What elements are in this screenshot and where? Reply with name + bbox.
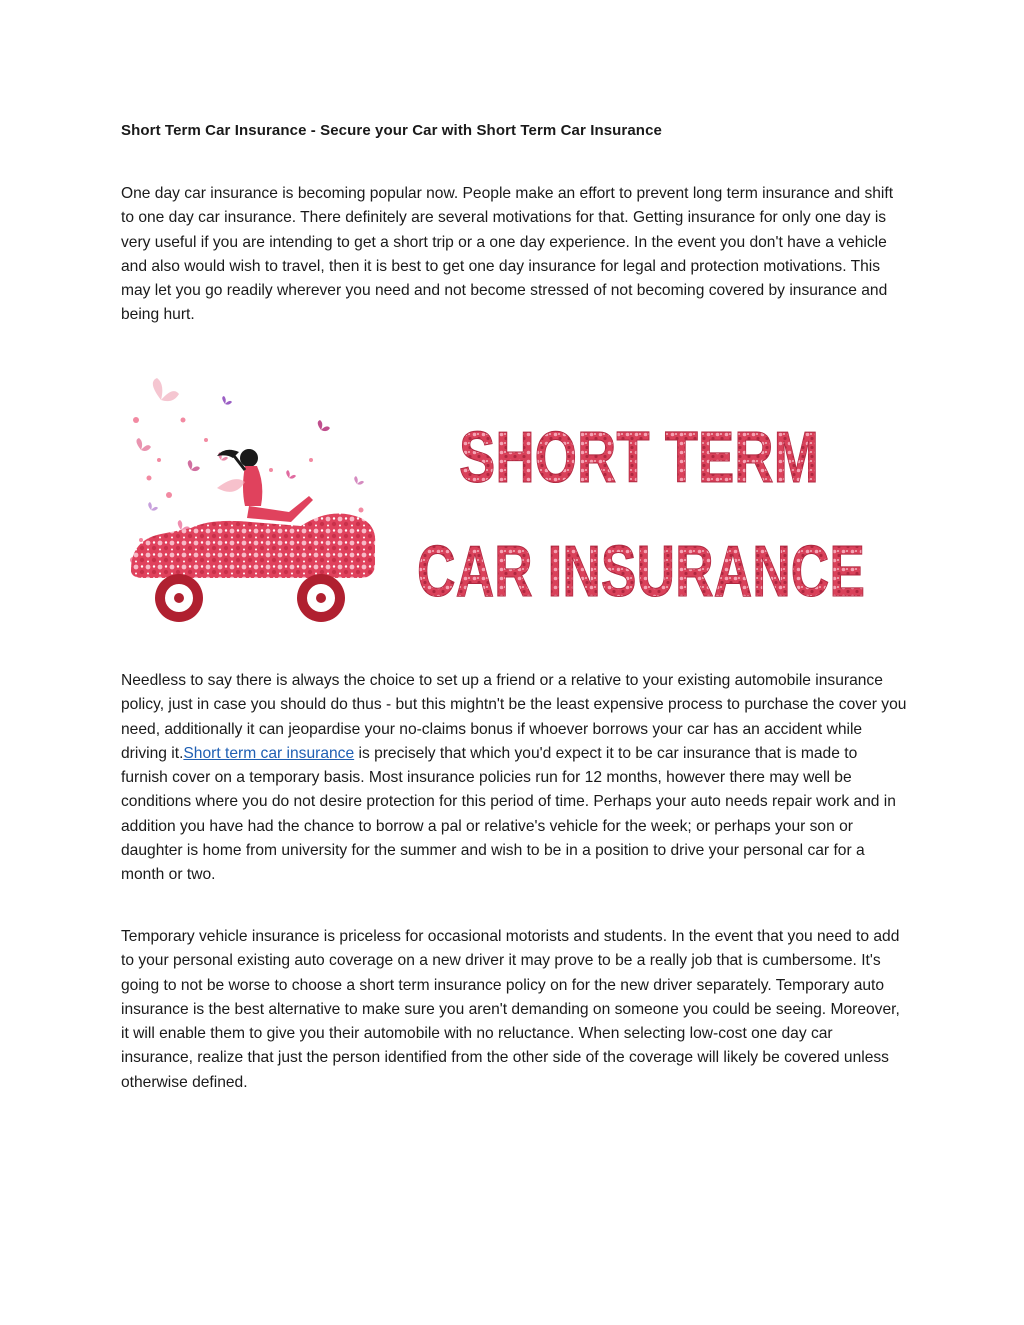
paragraph-intro: One day car insurance is becoming popular now. People make an effort to prevent long term insurance and shift to one day car insurance. There definitely are several motivations for that. Getting insurance for only one day is very useful if you are intending to get a short trip or a one day experience. In the event you don't have a vehicle and also would wish to travel, then it is best to get one day insurance for legal and protection motivations. This may let you go readily wherever you need and not become stressed of not becoming covered by insurance and being hurt. xyxy=(121,185,894,324)
paragraph-options-text-2: is precisely that which you'd expect it to be car insurance that is made to furnish cover on a temporary basis. Most insurance policies run for 12 months, however there may well be conditions where you do not desire protection for this period of time. Perhaps your auto needs repair work and in addition you have had the chance to borrow a pal or relative's vehicle for the week; or perhaps your son or daughter is home from university for the summer and wish to be in a position to drive your personal car for a month or two. xyxy=(121,744,896,884)
woman-figure xyxy=(217,449,313,522)
car-wheel-front xyxy=(155,574,203,622)
flower-car-body xyxy=(131,514,375,579)
banner-line-1: SHORT TERM xyxy=(459,418,819,498)
banner-line-2: CAR INSURANCE xyxy=(417,532,865,612)
paragraph-options-text-1: Needless to say there is always the choice to set up a friend or a relative to your existing automobile insurance policy, just in case you should do thus - but this mightn't be the least expensive process to purchase the cover you need, additionally it can jeopardise your no-claims bonus if whoever borrows your car has an accident while driving it. xyxy=(121,672,907,762)
car-wheel-rear xyxy=(297,574,345,622)
paragraph-temporary: Temporary vehicle insurance is priceless for occasional motorists and students. In the event that you need to add to your personal existing auto coverage on a new driver it may prove to be a really job that is cumbersome. It's going to not be worse to choose a short term insurance policy on for the new driver separately. Temporary auto insurance is the best alternative to make sure you aren't demanding on someone you could be seeing. Moreover, it will enable them to give you their automobile with no reluctance. When selecting low-cost one day car insurance, realize that just the person identified from the other side of the coverage will likely be covered unless otherwise defined. xyxy=(121,928,900,1091)
flower-car-illustration xyxy=(130,378,375,622)
car-insurance-illustration xyxy=(121,360,881,652)
document-title: Short Term Car Insurance - Secure your Car with Short Term Car Insurance xyxy=(121,122,662,139)
banner-text xyxy=(417,418,865,612)
article-image xyxy=(121,360,881,652)
paragraph-options xyxy=(121,669,907,888)
short-term-car-insurance-link[interactable]: Short term car insurance xyxy=(183,744,355,762)
